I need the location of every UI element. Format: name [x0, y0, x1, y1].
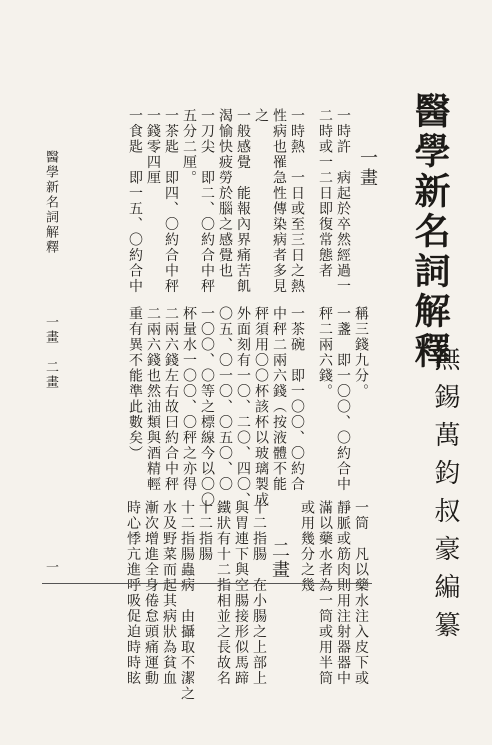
column-text: 十二指腸 在小腸之上部上 — [251, 500, 267, 686]
column-text: 杯量水一〇〇、〇秤之亦得 — [181, 306, 197, 492]
column-text: 一時許 病起於卒然經過一 — [335, 108, 351, 294]
running-title: 醫學新名詞解釋 — [43, 150, 58, 255]
column-text: 滿以藥水者為一筒或用半筒 — [317, 500, 333, 686]
column-text: 一茶碗 即一〇〇、〇約合 — [289, 306, 305, 492]
column-text: 外面刻有一〇、二〇、四〇、 — [235, 306, 251, 508]
column-text: 稱三錢九分。 — [353, 306, 369, 399]
column-text: 一筒 凡以藥水注入皮下或 — [353, 500, 369, 686]
column-text: 秤須用〇〇杯該杯以玻璃製成 — [253, 306, 269, 508]
footer-rule — [42, 583, 372, 584]
column-text: 靜脈或筋肉則用注射器器中 — [335, 500, 351, 686]
column-text: 十二指腸 — [197, 500, 213, 562]
column-text: 時心悸亢進呼吸促迫時時眩 — [125, 500, 141, 686]
column-text: 〇五、〇一〇、〇五〇、〇 — [217, 306, 233, 492]
column-text: 秤二兩六錢。 — [317, 306, 333, 399]
column-text: 一食匙 即一五、〇約合中 — [127, 108, 143, 294]
section-heading-stroke2: 二畫 — [269, 540, 290, 580]
column-text: 五分二厘。 — [181, 108, 197, 186]
column-text: 與胃連下與空腸接形似馬蹄 — [233, 500, 249, 686]
book-title: 醫學新名詞解釋 — [409, 92, 451, 372]
column-text: 或用幾分之幾 — [299, 500, 315, 593]
column-text: 渴愉快疲勞於腦之感覺也 — [217, 108, 233, 279]
column-text: 一時熱 一日或至三日之熱 — [289, 108, 305, 294]
column-text: 一刀尖 即二、〇約合中秤 — [199, 108, 215, 294]
book-author: 無錫萬鈞叔豪編纂 — [430, 345, 460, 649]
page-number: 一 — [43, 560, 58, 575]
column-text: 一錢零四厘 — [145, 108, 161, 186]
column-text: 中秤二兩六錢（按液體不能 — [271, 306, 287, 492]
column-text: 二時或一二日即復常態者 — [317, 108, 333, 279]
column-text: 漸次增進全身倦怠頭痛運動 — [143, 500, 159, 686]
column-text: 一盞 即一〇〇、〇約合中 — [335, 306, 351, 492]
column-text: 水及野菜而起其病狀為貧血 — [161, 500, 177, 686]
column-text: 十二指腸蟲病 由攝取不潔之 — [179, 500, 195, 702]
section-heading-stroke1: 一畫 — [357, 148, 378, 188]
column-text: 二兩六錢左右故曰約合中秤 — [163, 306, 179, 492]
column-text: 一般感覺 能報內界痛苦飢 — [235, 108, 251, 294]
column-text: 二兩六錢也然油類與酒精輕 — [145, 306, 161, 492]
column-text: 鐵狀有十二指相並之長故名 — [215, 500, 231, 686]
column-text: 一茶匙 即四、〇約合中秤 — [163, 108, 179, 294]
column-text: 重有異不能準此數矣） — [127, 306, 143, 461]
column-text: 一〇〇、〇等之標線今以〇〇 — [199, 306, 215, 508]
column-text: 之 — [253, 108, 269, 124]
section-marks: 一畫 二畫 — [43, 315, 58, 390]
column-text: 性病也罹急性傳染病者多見 — [271, 108, 287, 294]
